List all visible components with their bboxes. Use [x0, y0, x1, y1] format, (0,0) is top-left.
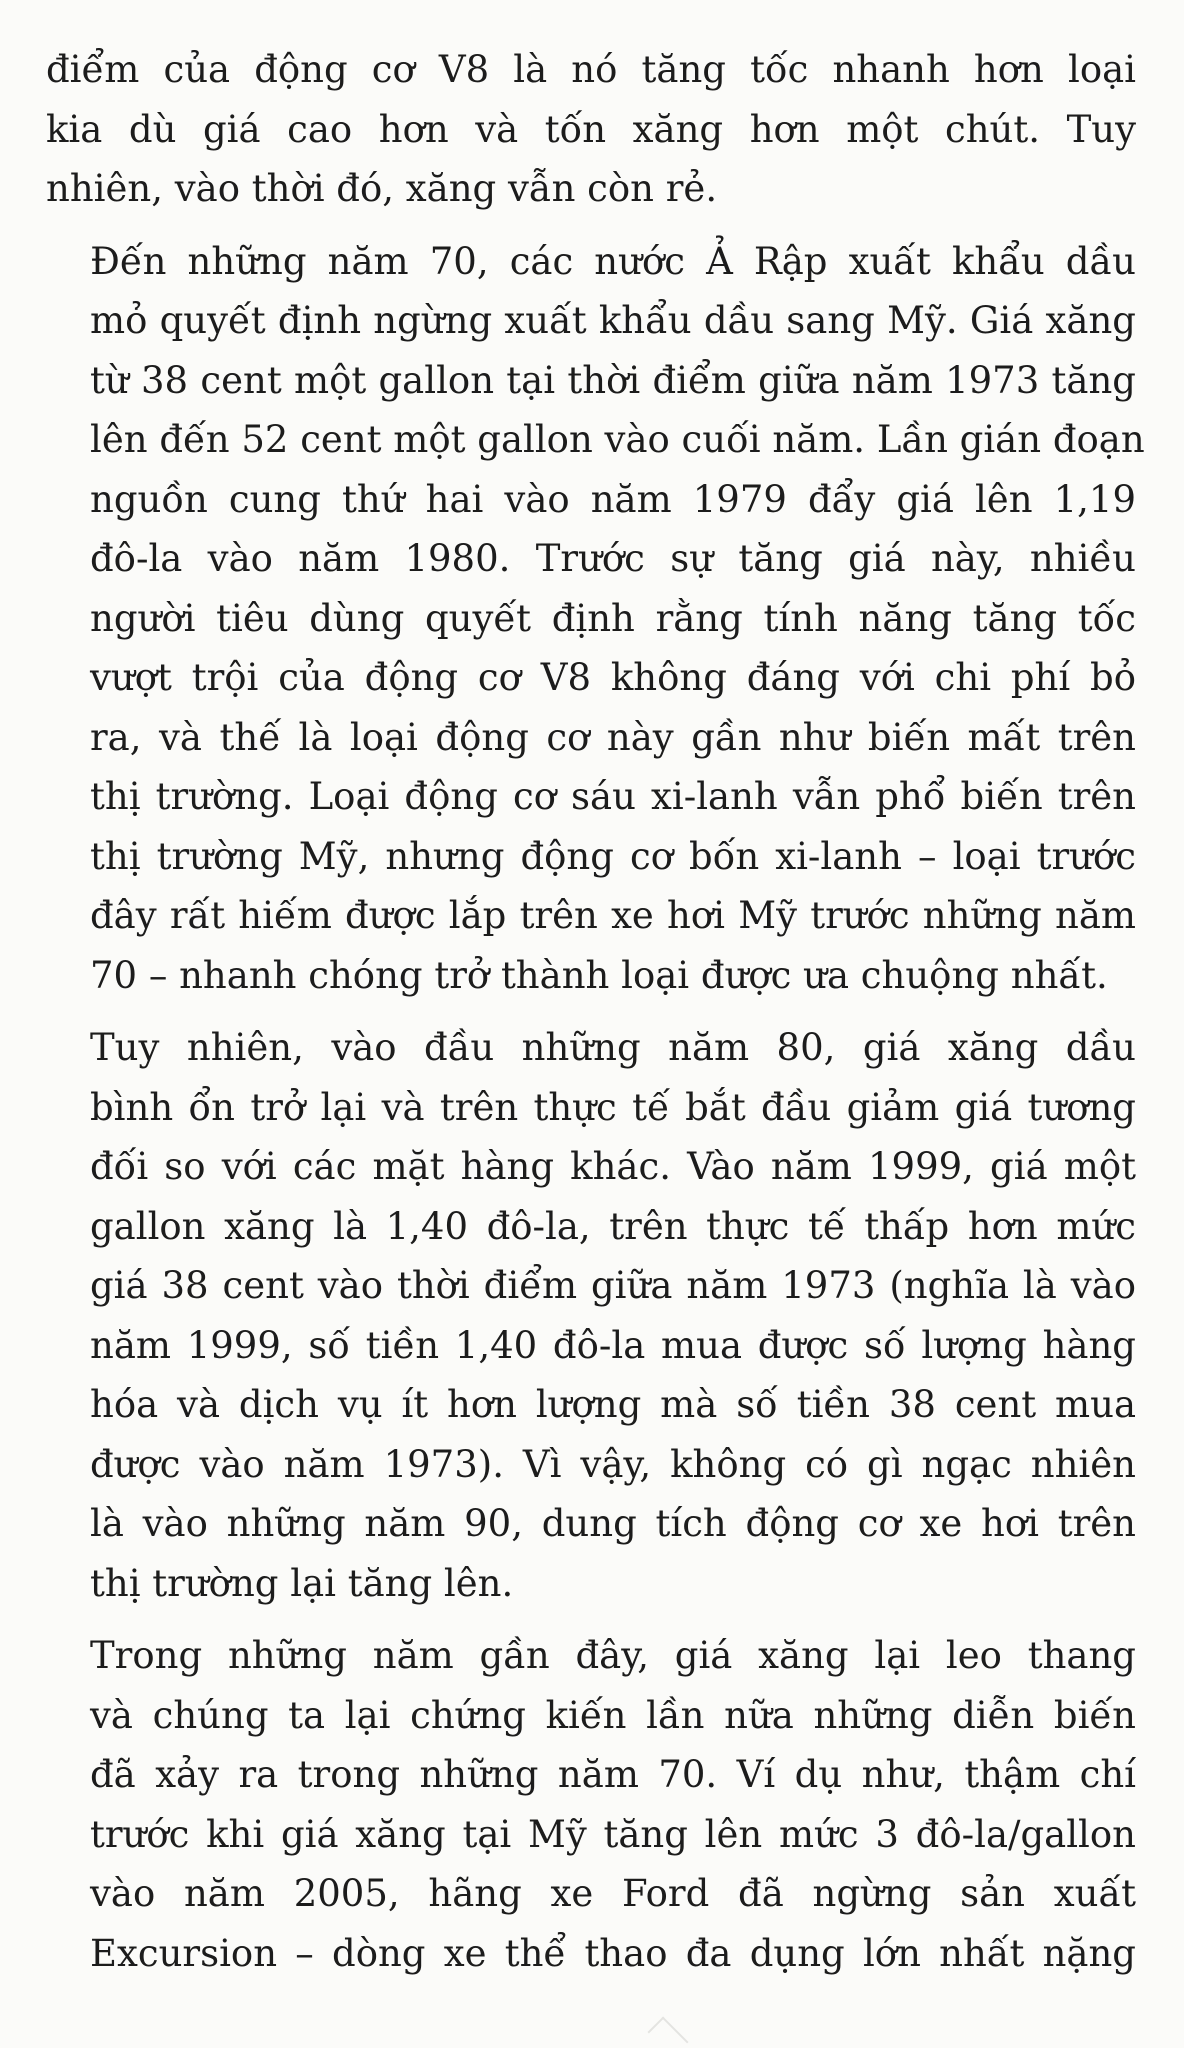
text-line: thị trường lại tăng lên.: [90, 1561, 514, 1605]
text-line: lên đến 52 cent một gallon vào cuối năm. Lần gián đoạn: [90, 418, 1145, 461]
text-line: Tuy nhiên, vào đầu những năm 80, giá xăng dầu: [90, 1026, 1136, 1069]
page-corner-mark: [647, 2016, 688, 2057]
paragraph-2: [46, 232, 1145, 1006]
text-line: trước khi giá xăng tại Mỹ tăng lên mức 3 đô-la/gallon: [90, 1812, 1136, 1856]
text-line: đối so với các mặt hàng khác. Vào năm 1999, giá một: [90, 1145, 1136, 1188]
paragraph-4: [46, 1626, 1136, 1983]
text-line: giá 38 cent vào thời điểm giữa năm 1973 (nghĩa là vào: [90, 1264, 1136, 1307]
text-line: kia dù giá cao hơn và tốn xăng hơn một chút. Tuy: [46, 107, 1136, 151]
text-line: nhiên, vào thời đó, xăng vẫn còn rẻ.: [46, 167, 718, 210]
text-line: 70 – nhanh chóng trở thành loại được ưa chuộng nhất.: [90, 953, 1108, 997]
text-line: Excursion – dòng xe thể thao đa dụng lớn nhất nặng: [90, 1931, 1136, 1975]
text-line: vào năm 2005, hãng xe Ford đã ngừng sản xuất: [90, 1872, 1136, 1915]
text-line: bình ổn trở lại và trên thực tế bắt đầu giảm giá tương: [90, 1085, 1136, 1129]
text-line: năm 1999, số tiền 1,40 đô-la mua được số lượng hàng: [90, 1323, 1136, 1367]
text-line: thị trường. Loại động cơ sáu xi-lanh vẫn phổ biến trên: [90, 775, 1136, 818]
text-line: gallon xăng là 1,40 đô-la, trên thực tế thấp hơn mức: [90, 1204, 1136, 1248]
text-line: đô-la vào năm 1980. Trước sự tăng giá này, nhiều: [90, 537, 1136, 580]
text-line: hóa và dịch vụ ít hơn lượng mà số tiền 38 cent mua: [90, 1383, 1136, 1426]
text-line: Đến những năm 70, các nước Ả Rập xuất khẩu dầu: [90, 239, 1136, 283]
text-line: được vào năm 1973). Vì vậy, không có gì ngạc nhiên: [90, 1442, 1136, 1486]
text-line: đã xảy ra trong những năm 70. Ví dụ như, thậm chí: [90, 1753, 1136, 1796]
text-line: ra, và thế là loại động cơ này gần như biến mất trên: [90, 715, 1136, 759]
text-line: thị trường Mỹ, nhưng động cơ bốn xi-lanh – loại trước: [90, 834, 1136, 878]
text-line: nguồn cung thứ hai vào năm 1979 đẩy giá lên 1,19: [90, 477, 1136, 521]
text-line: là vào những năm 90, dung tích động cơ xe hơi trên: [90, 1502, 1136, 1545]
text-line: vượt trội của động cơ V8 không đáng với chi phí bỏ: [90, 656, 1136, 699]
text-line: đây rất hiếm được lắp trên xe hơi Mỹ trước những năm: [90, 894, 1136, 937]
text-line: người tiêu dùng quyết định rằng tính năng tăng tốc: [90, 596, 1136, 640]
paragraph-3: [46, 1018, 1136, 1613]
paragraph-1: [46, 40, 1136, 219]
text-line: từ 38 cent một gallon tại thời điểm giữa năm 1973 tăng: [90, 358, 1136, 402]
text-line: điểm của động cơ V8 là nó tăng tốc nhanh hơn loại: [46, 48, 1136, 91]
text-line: Trong những năm gần đây, giá xăng lại leo thang: [90, 1634, 1136, 1677]
text-line: và chúng ta lại chứng kiến lần nữa những diễn biến: [90, 1693, 1136, 1737]
page-text: [46, 40, 1145, 1983]
text-line: mỏ quyết định ngừng xuất khẩu dầu sang Mỹ. Giá xăng: [90, 299, 1136, 342]
